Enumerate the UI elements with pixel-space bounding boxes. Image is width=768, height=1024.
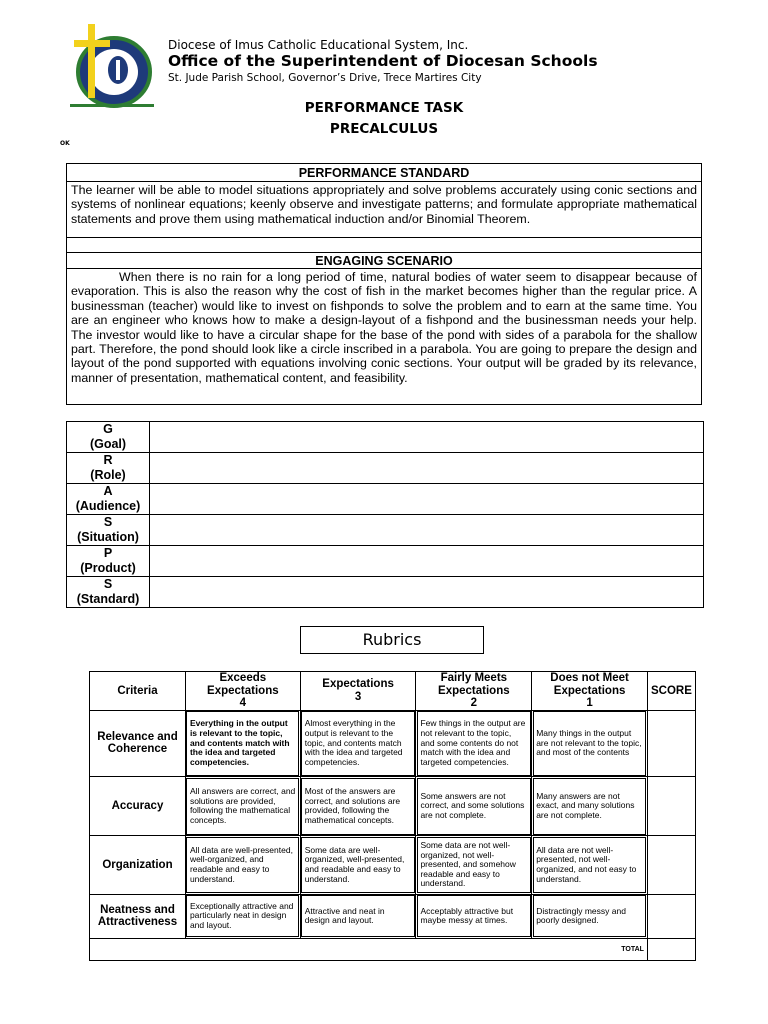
graps-letter: P (103, 546, 113, 560)
does-not-meet-header (532, 672, 648, 711)
rubric-row (90, 777, 696, 836)
page-title: PERFORMANCE TASK (304, 100, 464, 116)
rubric-cell-1: Many things in the output are not relevant to the topic, and most of the contents (532, 710, 648, 776)
score-cell[interactable] (647, 836, 695, 894)
expectations-header-label: Expectations (322, 678, 394, 691)
graps-row (67, 577, 704, 608)
header-address: St. Jude Parish School, Governor’s Drive, Trece Martires City (168, 72, 482, 84)
fairly-meets-header (416, 672, 532, 711)
divider (67, 252, 701, 253)
graps-letter: S (103, 515, 113, 529)
rubric-cell-4: Exceptionally attractive and particularly neat in design and layout. (185, 894, 300, 938)
rubric-header-row (90, 672, 696, 711)
exceeds-header (185, 672, 300, 711)
total-label: TOTAL (90, 938, 648, 960)
score-cell[interactable] (647, 777, 695, 836)
rubric-row (90, 710, 696, 776)
graps-table (66, 421, 704, 608)
graps-row (67, 546, 704, 577)
does-not-meet-header-score: 1 (586, 697, 593, 710)
score-header: SCORE (647, 672, 695, 711)
rubric-cell-2: Few things in the output are not relevant to the topic, and some contents do not match with the idea and targeted competencies. (416, 710, 532, 776)
graps-word: (Audience) (75, 499, 141, 513)
fairly-meets-header-score: 2 (470, 697, 478, 710)
does-not-meet-header-label: Does not Meet Expectations (550, 672, 629, 697)
graps-word: (Goal) (89, 437, 127, 451)
graps-label (67, 515, 150, 546)
graps-row (67, 484, 704, 515)
rubric-cell-3: Attractive and neat in design and layout. (300, 894, 416, 938)
score-cell[interactable] (647, 710, 695, 776)
exceeds-header-score: 4 (239, 697, 247, 710)
graps-word: (Situation) (77, 530, 139, 544)
page-subtitle: PRECALCULUS (329, 121, 439, 137)
graps-letter: R (103, 453, 113, 467)
header-diocese: Diocese of Imus Catholic Educational System, Inc. (168, 38, 469, 52)
rubric-cell-2: Some answers are not correct, and some solutions are not complete. (416, 777, 532, 836)
rubric-row (90, 836, 696, 894)
graps-label (67, 422, 150, 453)
graps-answer-cell[interactable] (150, 453, 704, 484)
rubric-cell-2: Some data are not well-organized, not well-presented, and somehow readable and easy to understand. (416, 836, 532, 894)
total-score-cell[interactable] (647, 938, 695, 960)
performance-standard-text: The learner will be able to model situations appropriately and solve problems accurately using conic sections and systems of nonlinear equations; keenly observe and investigate patterns; and formulate appropriate mathematical statements and prove them using mathematical induction and/or Binomial Theorem. (71, 183, 697, 226)
rubric-total-row (90, 938, 696, 960)
rubric-criterion: Neatness and Attractiveness (90, 894, 186, 938)
rubric-criterion: Accuracy (90, 777, 186, 836)
rubric-cell-4: All data are well-presented, well-organized, and readable and easy to understand. (185, 836, 300, 894)
graps-label (67, 484, 150, 515)
engaging-scenario-text: When there is no rain for a long period of time, natural bodies of water seem to disappear because of evaporation. This is also the reason why the cost of fish in the market becomes higher than the regular price. A businessman (teacher) would like to invest on fishponds to solve the problem and to earn at the same time. You are an engineer who knows how to make a design-layout of a fishpond and the businessman needs your help. The investor would like to have a circular shape for the base of the pond with sides of a parabola for the shallow part. Therefore, the pond should look like a circle inscribed in a parabola. You are going to prepare the design and layout of the pond supported with equations involving conic sections. Your output will be graded by its relevance, manner of presentation, mathematical content, and feasibility. (71, 270, 697, 385)
rubric-table (89, 671, 696, 961)
rubric-cell-3: Some data are well-organized, well-presented, and readable and easy to understand. (300, 836, 416, 894)
exceeds-header-label: Exceeds Expectations (207, 672, 279, 697)
divider (67, 237, 701, 238)
criteria-header: Criteria (90, 672, 186, 711)
rubric-cell-3: Most of the answers are correct, and solutions are provided, following the mathematical concepts. (300, 777, 416, 836)
rubric-cell-4: All answers are correct, and solutions are provided, following the mathematical concepts. (185, 777, 300, 836)
graps-letter: A (103, 484, 113, 498)
graps-answer-cell[interactable] (150, 515, 704, 546)
graps-answer-cell[interactable] (150, 484, 704, 515)
school-seal-logo (64, 20, 160, 112)
fairly-meets-header-label: Fairly Meets Expectations (438, 672, 510, 697)
graps-label (67, 577, 150, 608)
score-cell[interactable] (647, 894, 695, 938)
performance-standard-box (66, 163, 702, 405)
graps-word: (Standard) (76, 592, 140, 606)
graps-answer-cell[interactable] (150, 577, 704, 608)
rubric-cell-4: Everything in the output is relevant to the topic, and contents match with the idea and targeted competencies. (185, 710, 300, 776)
rubric-cell-1: Many answers are not exact, and many solutions are not complete. (532, 777, 648, 836)
engaging-scenario-heading: ENGAGING SCENARIO (315, 254, 453, 268)
graps-word: (Product) (80, 561, 136, 575)
rubric-criterion: Relevance and Coherence (90, 710, 186, 776)
rubrics-label: Rubrics (300, 626, 484, 654)
graps-answer-cell[interactable] (150, 422, 704, 453)
performance-standard-heading: PERFORMANCE STANDARD (298, 166, 470, 180)
rubric-cell-2: Acceptably attractive but maybe messy at times. (416, 894, 532, 938)
rubric-cell-1: Distractingly messy and poorly designed. (532, 894, 648, 938)
graps-letter: G (103, 422, 113, 436)
divider (67, 268, 701, 269)
expectations-header-score: 3 (354, 690, 362, 703)
graps-letter: S (103, 577, 113, 591)
rubric-row (90, 894, 696, 938)
graps-row (67, 453, 704, 484)
ok-mark: OK (60, 140, 70, 147)
graps-label (67, 453, 150, 484)
graps-answer-cell[interactable] (150, 546, 704, 577)
header-office: Office of the Superintendent of Diocesan Schools (168, 52, 598, 70)
divider (67, 181, 701, 182)
rubric-cell-3: Almost everything in the output is relevant to the topic, and contents match with the idea and targeted competencies. (300, 710, 416, 776)
expectations-header (300, 672, 416, 711)
rubric-criterion: Organization (90, 836, 186, 894)
rubric-cell-1: All data are not well-presented, not well-organized, and not easy to understand. (532, 836, 648, 894)
graps-row (67, 515, 704, 546)
graps-row (67, 422, 704, 453)
graps-label (67, 546, 150, 577)
graps-word: (Role) (90, 468, 126, 482)
